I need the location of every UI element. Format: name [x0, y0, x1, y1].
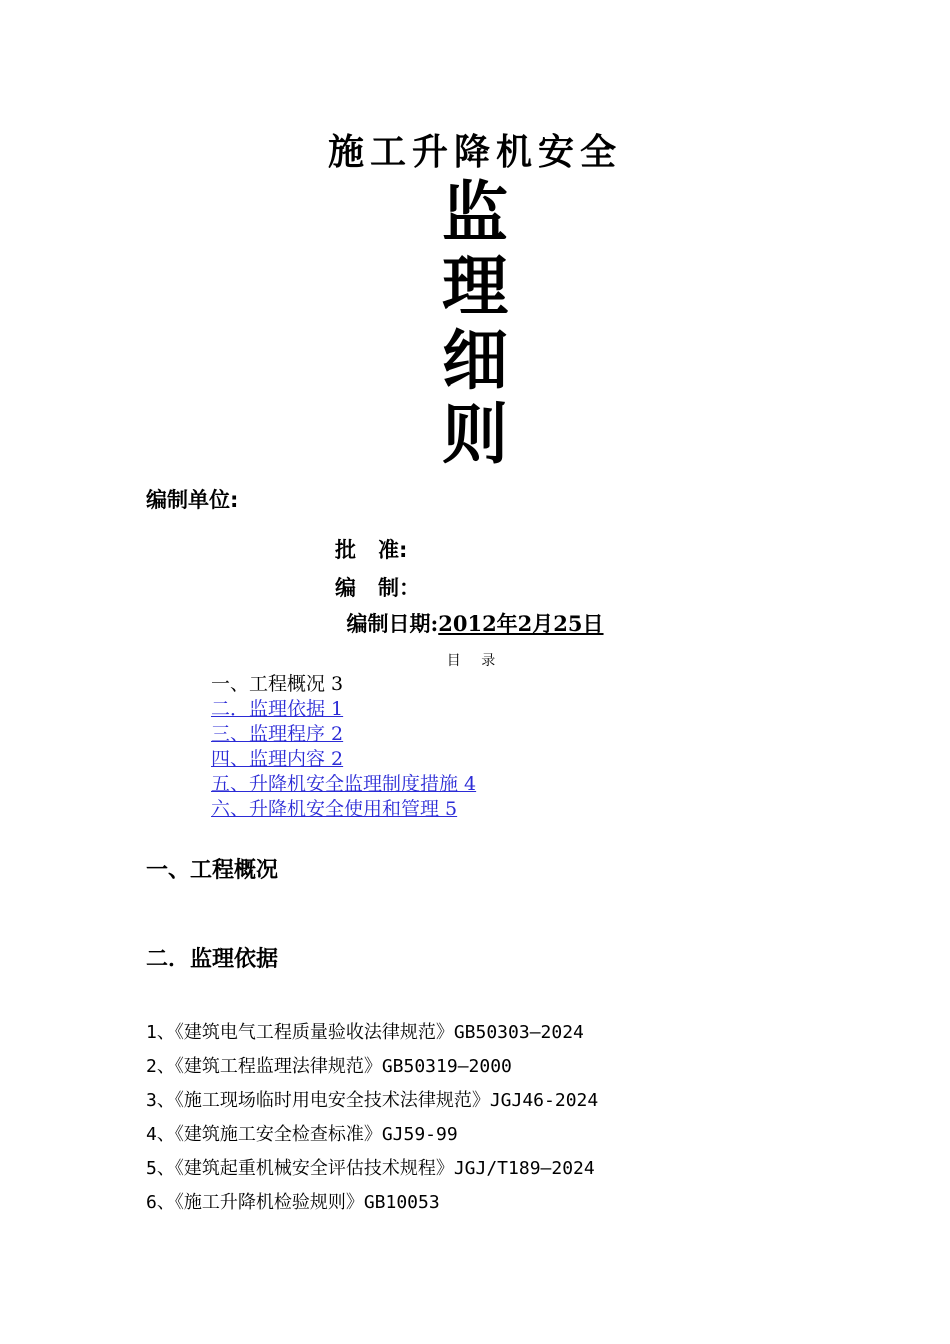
toc-link-content[interactable]: 四、监理内容 2	[211, 748, 344, 770]
table-of-contents	[211, 672, 476, 822]
approve-label-part: 批	[335, 538, 356, 562]
approve-row	[335, 534, 407, 564]
section-heading-overview: 一、工程概况	[146, 858, 279, 883]
approve-label-part: 准:	[378, 538, 408, 562]
reference-item: 6、《施工升降机检验规则》GB10053	[146, 1192, 440, 1213]
toc-link-basis[interactable]: 二．监理依据 1	[211, 698, 344, 720]
compile-row	[335, 572, 420, 602]
compiling-unit-label: 编制单位:	[146, 488, 239, 512]
reference-item: 1、《建筑电气工程质量验收法律规范》GB50303—2024	[146, 1022, 584, 1043]
compile-date-label: 编制日期:	[346, 611, 439, 636]
reference-item: 3、《施工现场临时用电安全技术法律规范》JGJ46-2024	[146, 1090, 599, 1111]
toc-link-measures[interactable]: 五、升降机安全监理制度措施 4	[211, 773, 477, 795]
toc-title: 目 录	[446, 653, 504, 669]
compile-date-value: 2012年2月25日	[438, 611, 604, 636]
compile-label-part: 编	[335, 576, 356, 600]
reference-list	[146, 1016, 598, 1220]
reference-item: 4、《建筑施工安全检查标准》GJ59-99	[146, 1124, 458, 1145]
cover-big-char: 理	[442, 248, 508, 325]
cover-big-char: 细	[442, 322, 508, 399]
compile-date-row	[0, 608, 950, 638]
toc-link-procedure[interactable]: 三、监理程序 2	[211, 723, 344, 745]
cover-title-top: 施工升降机安全	[327, 132, 622, 173]
cover-big-char: 监	[442, 174, 508, 251]
compile-label-part: 制：	[378, 576, 420, 600]
reference-item: 5、《建筑起重机械安全评估技术规程》JGJ/T189—2024	[146, 1158, 595, 1179]
toc-item-overview: 一、工程概况 3	[211, 673, 344, 695]
toc-link-usage[interactable]: 六、升降机安全使用和管理 5	[211, 798, 458, 820]
cover-title-big	[0, 176, 950, 472]
reference-item: 2、《建筑工程监理法律规范》GB50319—2000	[146, 1056, 512, 1077]
section-heading-basis: 二．监理依据	[146, 947, 279, 972]
cover-big-char: 则	[442, 396, 508, 473]
